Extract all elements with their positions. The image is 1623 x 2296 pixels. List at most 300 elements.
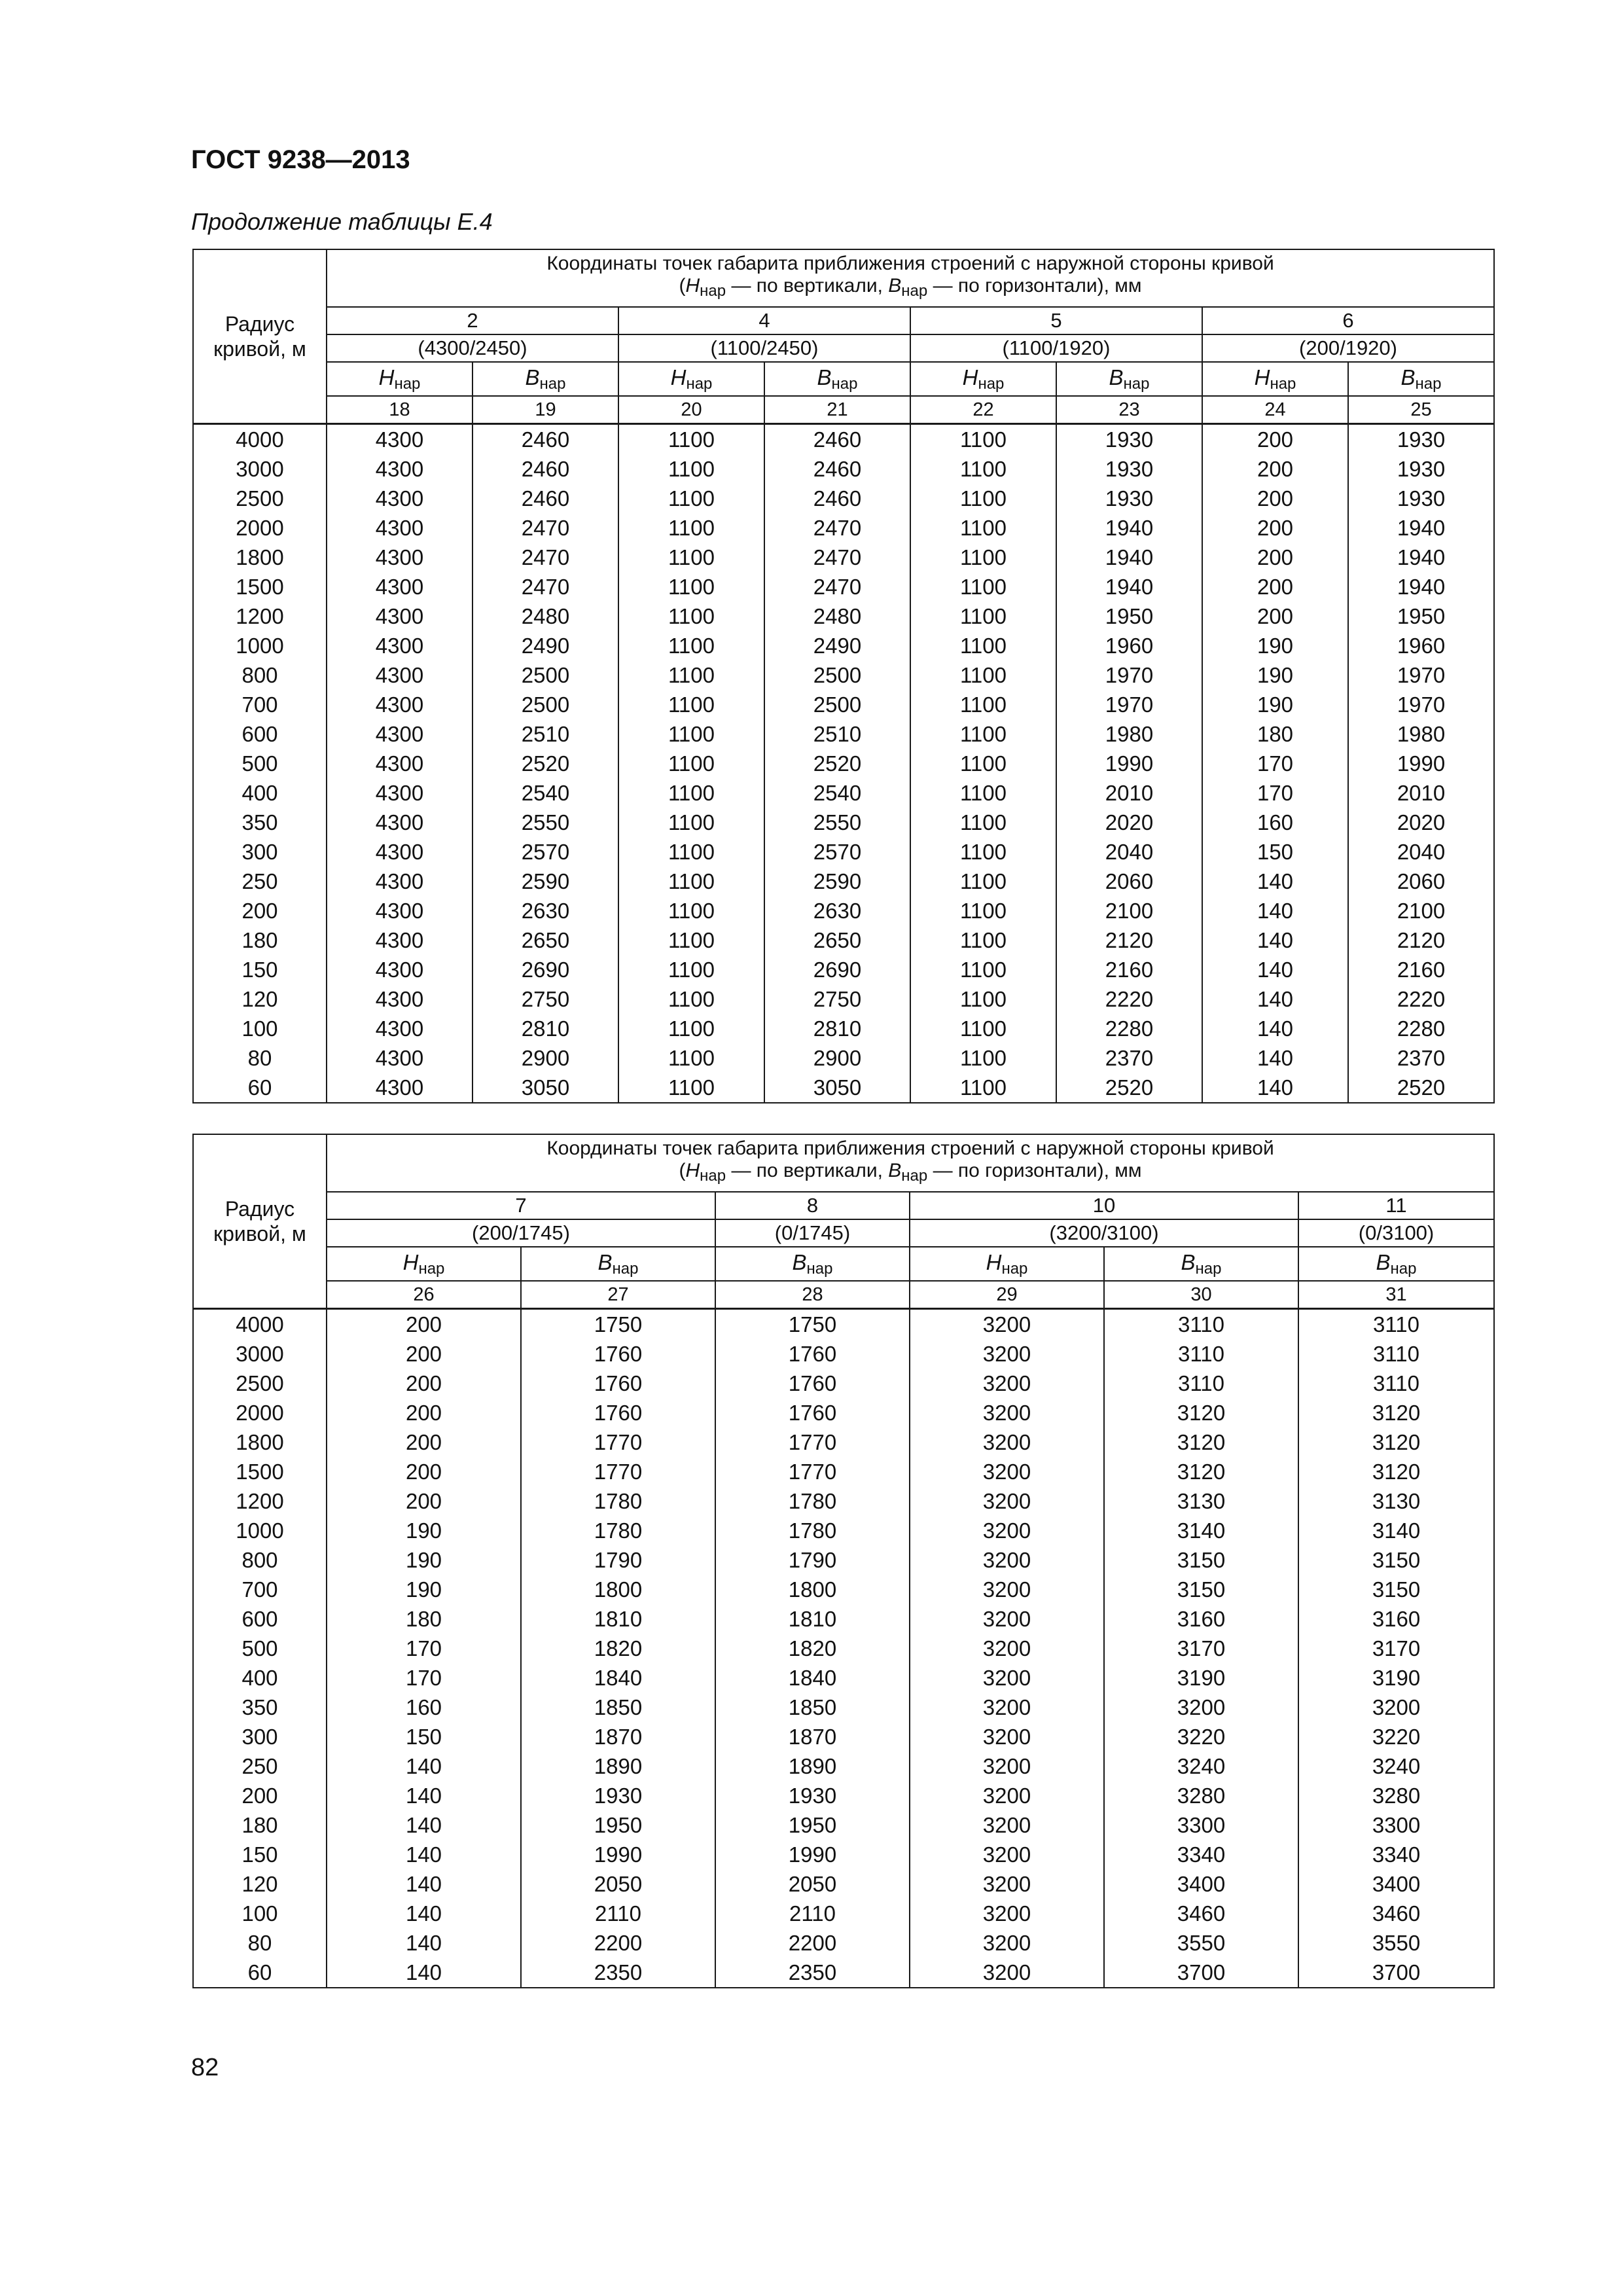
coordinate-cell: 3120 [1298,1457,1494,1486]
radius-cell: 3000 [193,454,327,484]
coordinate-cell: 2010 [1056,778,1202,808]
coordinate-cell: 3200 [910,1958,1104,1988]
coordinate-cell: 2470 [473,513,618,543]
table-row [193,1073,1494,1103]
coordinate-cell: 2590 [473,867,618,896]
coordinate-cell: 2460 [473,454,618,484]
coordinate-cell: 4300 [327,925,473,955]
coordinate-cell: 3110 [1298,1369,1494,1398]
point-number: 10 [910,1192,1298,1219]
coordinate-cell: 3120 [1104,1398,1298,1427]
coordinate-cell: 1990 [521,1840,715,1869]
coordinate-cell: 190 [1202,660,1348,690]
coordinate-cell: 1100 [618,631,764,660]
radius-cell: 80 [193,1043,327,1073]
coordinate-cell: 3120 [1104,1427,1298,1457]
coordinate-cell: 1100 [618,1043,764,1073]
coordinate-cell: 3200 [910,1457,1104,1486]
radius-cell: 60 [193,1958,327,1988]
coordinate-cell: 2040 [1056,837,1202,867]
coordinate-cell: 1100 [910,660,1056,690]
coordinate-cell: 1100 [618,867,764,896]
coordinate-cell: 3200 [910,1781,1104,1810]
coordinate-cell: 1870 [521,1722,715,1751]
radius-cell: 800 [193,1545,327,1575]
radius-cell: 200 [193,1781,327,1810]
coordinate-cell: 3130 [1104,1486,1298,1516]
radius-cell: 100 [193,1014,327,1043]
coordinate-cell: 2460 [764,454,910,484]
coordinate-cell: 1100 [618,808,764,837]
coordinate-cell: 4300 [327,896,473,925]
coordinate-cell: 3400 [1104,1869,1298,1899]
coordinate-cell: 3460 [1298,1899,1494,1928]
coordinate-cell: 1800 [715,1575,910,1604]
radius-cell: 700 [193,1575,327,1604]
coordinate-cell: 1780 [715,1516,910,1545]
table-row [193,1840,1494,1869]
radius-cell: 60 [193,1073,327,1103]
coordinate-cell: 2470 [764,543,910,572]
point-base-values: (1100/1920) [910,334,1202,362]
table-row [193,601,1494,631]
coordinate-cell: 1940 [1348,513,1494,543]
coordinate-cell: 3340 [1104,1840,1298,1869]
coordinate-cell: 2500 [473,690,618,719]
coordinate-cell: 2280 [1056,1014,1202,1043]
coordinate-cell: 170 [327,1634,521,1663]
coordinate-cell: 2550 [473,808,618,837]
coordinate-cell: 3150 [1104,1545,1298,1575]
column-number: 27 [521,1281,715,1309]
radius-cell: 1200 [193,601,327,631]
column-number: 23 [1056,396,1202,424]
coordinate-cell: 1100 [618,896,764,925]
point-number: 7 [327,1192,715,1219]
coordinate-cell: 2100 [1348,896,1494,925]
table-row [193,719,1494,749]
coordinate-cell: 1890 [521,1751,715,1781]
coordinate-cell: 1990 [1348,749,1494,778]
table-row [193,1810,1494,1840]
coordinate-cell: 4300 [327,601,473,631]
coordinate-cell: 140 [327,1869,521,1899]
coordinate-cell: 2460 [764,484,910,513]
coordinate-cell: 2630 [473,896,618,925]
table-caption: Продолжение таблицы Е.4 [191,208,493,235]
point-base-values: (3200/3100) [910,1219,1298,1247]
coordinate-cell: 2020 [1056,808,1202,837]
coordinate-cell: 3190 [1104,1663,1298,1693]
coordinate-cell: 4300 [327,749,473,778]
coordinate-cell: 1100 [910,543,1056,572]
coordinate-cell: 3110 [1298,1339,1494,1369]
radius-cell: 300 [193,837,327,867]
coordinate-cell: 2040 [1348,837,1494,867]
coordinate-cell: 4300 [327,1014,473,1043]
coordinate-cell: 2520 [1056,1073,1202,1103]
radius-cell: 180 [193,925,327,955]
coordinate-cell: 2630 [764,896,910,925]
coordinate-cell: 140 [327,1751,521,1781]
coordinate-cell: 4300 [327,778,473,808]
radius-cell: 1000 [193,631,327,660]
coordinate-cell: 1100 [910,808,1056,837]
coordinate-cell: 1820 [715,1634,910,1663]
coordinate-cell: 1930 [1056,424,1202,455]
coordinate-cell: 2540 [473,778,618,808]
coordinate-cell: 2510 [473,719,618,749]
table-title-line-1: Координаты точек габарита приближения строений с наружной стороны кривой [546,253,1274,274]
coordinate-cell: 1100 [618,454,764,484]
column-number: 22 [910,396,1056,424]
coordinate-cell: 4300 [327,690,473,719]
radius-cell: 120 [193,1869,327,1899]
radius-cell: 600 [193,1604,327,1634]
table-row [193,984,1494,1014]
b-symbol: $B_{нар}$ [1104,1247,1298,1281]
coordinate-cell: 3700 [1298,1958,1494,1988]
coordinate-cell: 1760 [521,1339,715,1369]
coordinate-cell: 2500 [764,690,910,719]
coordinate-cell: 2120 [1056,925,1202,955]
coordinate-cell: 1850 [521,1693,715,1722]
radius-header-line-2: кривой, м [213,1222,306,1246]
coordinate-cell: 1760 [521,1369,715,1398]
h-symbol: $H_{нар}$ [1202,362,1348,396]
page-number: 82 [191,2054,219,2081]
point-number: 8 [715,1192,910,1219]
coordinate-cell: 1950 [1056,601,1202,631]
coordinate-cell: 200 [1202,454,1348,484]
coordinate-cell: 3200 [910,1398,1104,1427]
coordinate-cell: 2500 [473,660,618,690]
coordinate-cell: 3240 [1104,1751,1298,1781]
coordinate-cell: 2200 [521,1928,715,1958]
radius-cell: 500 [193,749,327,778]
b-symbol: $B_{нар}$ [1056,362,1202,396]
coordinate-cell: 1100 [618,484,764,513]
radius-cell: 800 [193,660,327,690]
point-base-values: (0/3100) [1298,1219,1494,1247]
coordinate-cell: 3200 [910,1369,1104,1398]
table-row [193,1604,1494,1634]
coordinate-cell: 1810 [521,1604,715,1634]
coordinate-cell: 1790 [715,1545,910,1575]
coordinate-cell: 1750 [521,1309,715,1340]
coordinate-cell: 3150 [1298,1545,1494,1575]
coordinate-cell: 3340 [1298,1840,1494,1869]
column-number: 26 [327,1281,521,1309]
table-row [193,1043,1494,1073]
coordinate-cell: 1780 [521,1516,715,1545]
coordinate-cell: 170 [1202,778,1348,808]
coordinate-cell: 2810 [473,1014,618,1043]
table-row [193,1781,1494,1810]
table-title [327,1134,1494,1192]
point-number: 6 [1202,307,1494,334]
radius-header [193,249,327,424]
b-symbol: $B_{нар}$ [715,1247,910,1281]
coordinate-cell: 1790 [521,1545,715,1575]
coordinate-cell: 3550 [1298,1928,1494,1958]
coordinate-cell: 1100 [618,1014,764,1043]
coordinate-cell: 2160 [1056,955,1202,984]
table-row [193,631,1494,660]
coordinate-cell: 3200 [910,1869,1104,1899]
coordinate-cell: 160 [327,1693,521,1722]
coordinate-cell: 1100 [618,719,764,749]
coordinate-cell: 3200 [910,1693,1104,1722]
coordinate-cell: 1850 [715,1693,910,1722]
h-symbol: $H_{нар}$ [910,1247,1104,1281]
coordinate-cell: 3700 [1104,1958,1298,1988]
point-base-values: (1100/2450) [618,334,910,362]
coordinate-cell: 1760 [715,1339,910,1369]
coordinate-cell: 140 [1202,1014,1348,1043]
coordinate-cell: 1950 [715,1810,910,1840]
coordinate-cell: 3240 [1298,1751,1494,1781]
column-number: 21 [764,396,910,424]
coordinate-cell: 1100 [910,867,1056,896]
coordinate-cell: 2460 [473,484,618,513]
radius-cell: 3000 [193,1339,327,1369]
coordinate-cell: 3280 [1104,1781,1298,1810]
coordinate-cell: 1980 [1056,719,1202,749]
coordinate-cell: 1100 [910,837,1056,867]
table-row [193,1516,1494,1545]
coordinate-cell: 170 [1202,749,1348,778]
coordinate-cell: 2650 [473,925,618,955]
table-title-line-1: Координаты точек габарита приближения строений с наружной стороны кривой [546,1138,1274,1159]
radius-cell: 150 [193,955,327,984]
coordinate-cell: 1930 [521,1781,715,1810]
coordinate-cell: 2350 [715,1958,910,1988]
coordinate-cell: 3300 [1104,1810,1298,1840]
table-row [193,837,1494,867]
coordinate-cell: 3170 [1298,1634,1494,1663]
coordinate-cell: 190 [327,1545,521,1575]
coordinate-cell: 2480 [473,601,618,631]
radius-cell: 300 [193,1722,327,1751]
coordinate-cell: 1100 [910,513,1056,543]
coordinate-cell: 2050 [715,1869,910,1899]
radius-cell: 250 [193,1751,327,1781]
point-base-values: (4300/2450) [327,334,618,362]
document-code: ГОСТ 9238—2013 [191,145,410,174]
table-row [193,1634,1494,1663]
coordinate-cell: 1930 [1348,454,1494,484]
coordinate-cell: 140 [327,1810,521,1840]
coordinate-cell: 2590 [764,867,910,896]
coordinate-cell: 150 [327,1722,521,1751]
coordinate-cell: 2120 [1348,925,1494,955]
coordinate-cell: 2490 [473,631,618,660]
coordinate-cell: 180 [1202,719,1348,749]
h-symbol: $H_{нар}$ [618,362,764,396]
radius-cell: 400 [193,778,327,808]
table-row [193,1575,1494,1604]
coordinate-cell: 1770 [715,1457,910,1486]
coordinate-cell: 1100 [910,424,1056,455]
table-row [193,572,1494,601]
coordinate-cell: 3200 [910,1751,1104,1781]
coordinate-cell: 1100 [618,572,764,601]
coordinate-cell: 2370 [1348,1043,1494,1073]
coordinate-cell: 1100 [618,543,764,572]
coordinate-cell: 4300 [327,984,473,1014]
coordinate-cell: 3220 [1104,1722,1298,1751]
coordinate-cell: 3130 [1298,1486,1494,1516]
coordinate-cell: 200 [1202,572,1348,601]
table-row [193,1899,1494,1928]
table-title [327,249,1494,307]
coordinate-cell: 1100 [618,984,764,1014]
coordinate-cell: 140 [1202,896,1348,925]
coordinate-cell: 3200 [910,1575,1104,1604]
coordinate-cell: 1950 [1348,601,1494,631]
coordinate-cell: 2570 [764,837,910,867]
table-row [193,925,1494,955]
column-number: 19 [473,396,618,424]
coordinate-cell: 1990 [715,1840,910,1869]
coordinate-cell: 4300 [327,572,473,601]
radius-cell: 400 [193,1663,327,1693]
coordinate-cell: 2460 [764,424,910,455]
table-row [193,454,1494,484]
coordinate-cell: 1780 [521,1486,715,1516]
coordinate-cell: 2490 [764,631,910,660]
coordinate-cell: 3200 [910,1928,1104,1958]
radius-cell: 2500 [193,484,327,513]
coordinate-cell: 2060 [1056,867,1202,896]
coordinate-cell: 200 [1202,513,1348,543]
coordinate-cell: 1100 [910,1043,1056,1073]
radius-cell: 4000 [193,424,327,455]
coordinate-cell: 2690 [764,955,910,984]
coordinate-cell: 2520 [764,749,910,778]
coordinate-cell: 2220 [1056,984,1202,1014]
table-row [193,660,1494,690]
coordinate-cell: 2650 [764,925,910,955]
table-row [193,867,1494,896]
coordinate-cell: 1100 [910,896,1056,925]
coordinate-cell: 4300 [327,454,473,484]
coordinate-cell: 1970 [1348,660,1494,690]
coordinate-cell: 3110 [1298,1309,1494,1340]
coordinate-cell: 140 [327,1781,521,1810]
coordinate-cell: 3120 [1104,1457,1298,1486]
radius-cell: 2000 [193,513,327,543]
radius-cell: 1800 [193,543,327,572]
coordinate-cell: 2540 [764,778,910,808]
coordinate-cell: 2470 [764,513,910,543]
b-symbol: $B_{нар}$ [521,1247,715,1281]
coordinates-table-part-2 [192,1134,1495,1988]
coordinate-cell: 1100 [618,601,764,631]
table-title-line-2-formatted: ($H_{нар}$ — по вертикали, $B_{нар}$ — по горизонтали), мм [679,1160,1142,1185]
coordinate-cell: 2520 [1348,1073,1494,1103]
radius-cell: 200 [193,896,327,925]
column-number: 25 [1348,396,1494,424]
coordinate-cell: 4300 [327,1073,473,1103]
coordinate-cell: 3160 [1104,1604,1298,1634]
coordinate-cell: 1100 [910,955,1056,984]
coordinate-cell: 2900 [764,1043,910,1073]
radius-cell: 4000 [193,1309,327,1340]
coordinate-cell: 140 [327,1928,521,1958]
table-row [193,484,1494,513]
coordinate-cell: 1770 [521,1457,715,1486]
coordinate-cell: 200 [327,1339,521,1369]
coordinate-cell: 1930 [1056,484,1202,513]
table-row [193,1398,1494,1427]
coordinate-cell: 1810 [715,1604,910,1634]
coordinate-cell: 200 [1202,601,1348,631]
radius-header-line-1: Радиус [224,1197,295,1221]
radius-cell: 250 [193,867,327,896]
coordinate-cell: 1940 [1056,572,1202,601]
coordinate-cell: 3460 [1104,1899,1298,1928]
radius-cell: 1500 [193,1457,327,1486]
coordinate-cell: 1100 [910,925,1056,955]
coordinate-cell: 3150 [1298,1575,1494,1604]
coordinate-cell: 2480 [764,601,910,631]
coordinate-cell: 3200 [910,1634,1104,1663]
coordinate-cell: 1950 [521,1810,715,1840]
b-symbol: $B_{нар}$ [1298,1247,1494,1281]
coordinate-cell: 4300 [327,513,473,543]
coordinate-cell: 1970 [1056,690,1202,719]
coordinate-cell: 2010 [1348,778,1494,808]
radius-cell: 2500 [193,1369,327,1398]
coordinate-cell: 4300 [327,719,473,749]
radius-cell: 1200 [193,1486,327,1516]
coordinate-cell: 1970 [1348,690,1494,719]
b-symbol: $B_{нар}$ [764,362,910,396]
table-row [193,778,1494,808]
coordinate-cell: 1890 [715,1751,910,1781]
coordinate-cell: 1800 [521,1575,715,1604]
radius-cell: 2000 [193,1398,327,1427]
radius-cell: 500 [193,1634,327,1663]
coordinate-cell: 200 [327,1309,521,1340]
coordinate-cell: 3280 [1298,1781,1494,1810]
coordinate-cell: 3120 [1298,1427,1494,1457]
column-number: 28 [715,1281,910,1309]
coordinate-cell: 3120 [1298,1398,1494,1427]
coordinate-cell: 140 [1202,1043,1348,1073]
coordinate-cell: 1970 [1056,660,1202,690]
radius-cell: 150 [193,1840,327,1869]
coordinate-cell: 140 [1202,955,1348,984]
coordinate-cell: 2690 [473,955,618,984]
table-row [193,424,1494,455]
coordinate-cell: 2810 [764,1014,910,1043]
coordinate-cell: 3200 [910,1840,1104,1869]
coordinate-cell: 1980 [1348,719,1494,749]
coordinate-cell: 2050 [521,1869,715,1899]
coordinate-cell: 1940 [1348,572,1494,601]
point-base-values: (0/1745) [715,1219,910,1247]
table-row [193,1869,1494,1899]
coordinate-cell: 2520 [473,749,618,778]
coordinate-cell: 2750 [473,984,618,1014]
column-number: 30 [1104,1281,1298,1309]
coordinate-cell: 3200 [910,1427,1104,1457]
radius-cell: 700 [193,690,327,719]
coordinate-cell: 3110 [1104,1309,1298,1340]
